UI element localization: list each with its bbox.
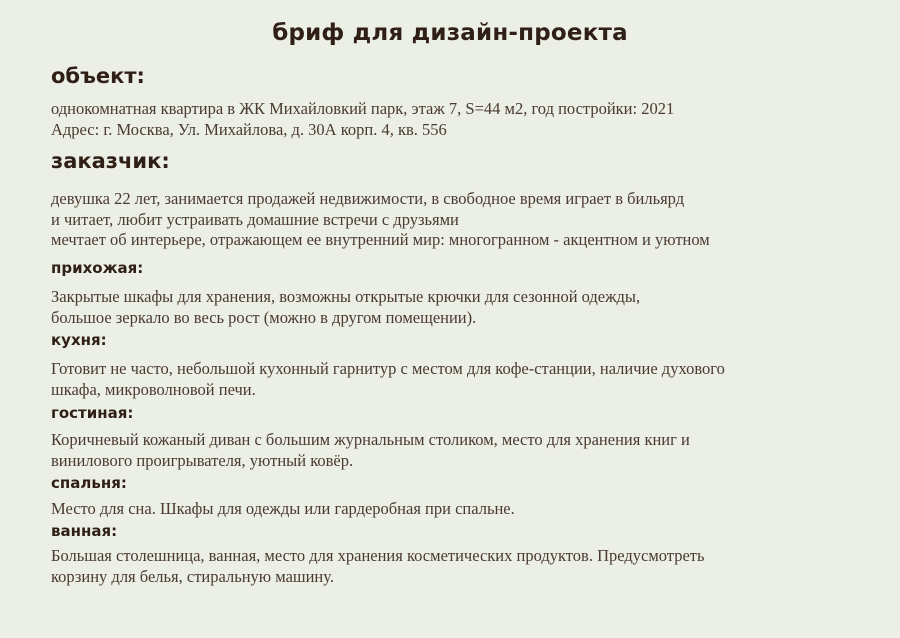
object-line: однокомнатная квартира в ЖК Михайловкий парк, этаж 7, S=44 м2, год постройки: 2021 [51,99,675,118]
kitchen-text [51,359,871,400]
kitchen-line: шкафа, микроволновой печи. [51,379,256,399]
client-line: и читает, любит устраивать домашние встречи с друзьями [51,209,459,229]
hallway-line: большое зеркало во весь рост (можно в другом помещении). [51,307,477,327]
client-text [51,189,871,251]
living-room-line: Коричневый кожаный диван с большим журнальным столиком, место для хранения книг и [51,430,690,449]
object-text [51,99,871,140]
living-room-heading: гостиная: [51,404,134,422]
living-room-line: винилового проигрывателя, уютный ковёр. [51,450,354,470]
bathroom-line: корзину для белья, стиральную машину. [51,566,334,586]
kitchen-line: Готовит не часто, небольшой кухонный гарнитур с местом для кофе-станции, наличие духового [51,359,725,378]
object-line: Адрес: г. Москва, Ул. Михайлова, д. 30А корп. 4, кв. 556 [51,119,447,139]
bedroom-text [51,499,871,520]
bedroom-line: Место для сна. Шкафы для одежды или гардеробная при спальне. [51,499,515,518]
bedroom-heading: спальня: [51,474,127,492]
bathroom-heading: ванная: [51,522,118,540]
page-title: бриф для дизайн-проекта [272,20,628,46]
client-line: девушка 22 лет, занимается продажей недвижимости, в свободное время играет в бильярд [51,189,685,208]
hallway-line: Закрытые шкафы для хранения, возможны открытые крючки для сезонной одежды, [51,287,641,306]
hallway-text [51,287,871,328]
object-heading: объект: [51,64,145,88]
kitchen-heading: кухня: [51,331,107,349]
bathroom-text [51,546,871,587]
living-room-text [51,430,871,471]
bathroom-line: Большая столешница, ванная, место для хранения косметических продуктов. Предусмотреть [51,546,705,565]
client-heading: заказчик: [51,149,170,173]
hallway-heading: прихожая: [51,259,144,277]
client-line: мечтает об интерьере, отражающем ее внутренний мир: многогранном - акцентном и уютном [51,230,710,249]
